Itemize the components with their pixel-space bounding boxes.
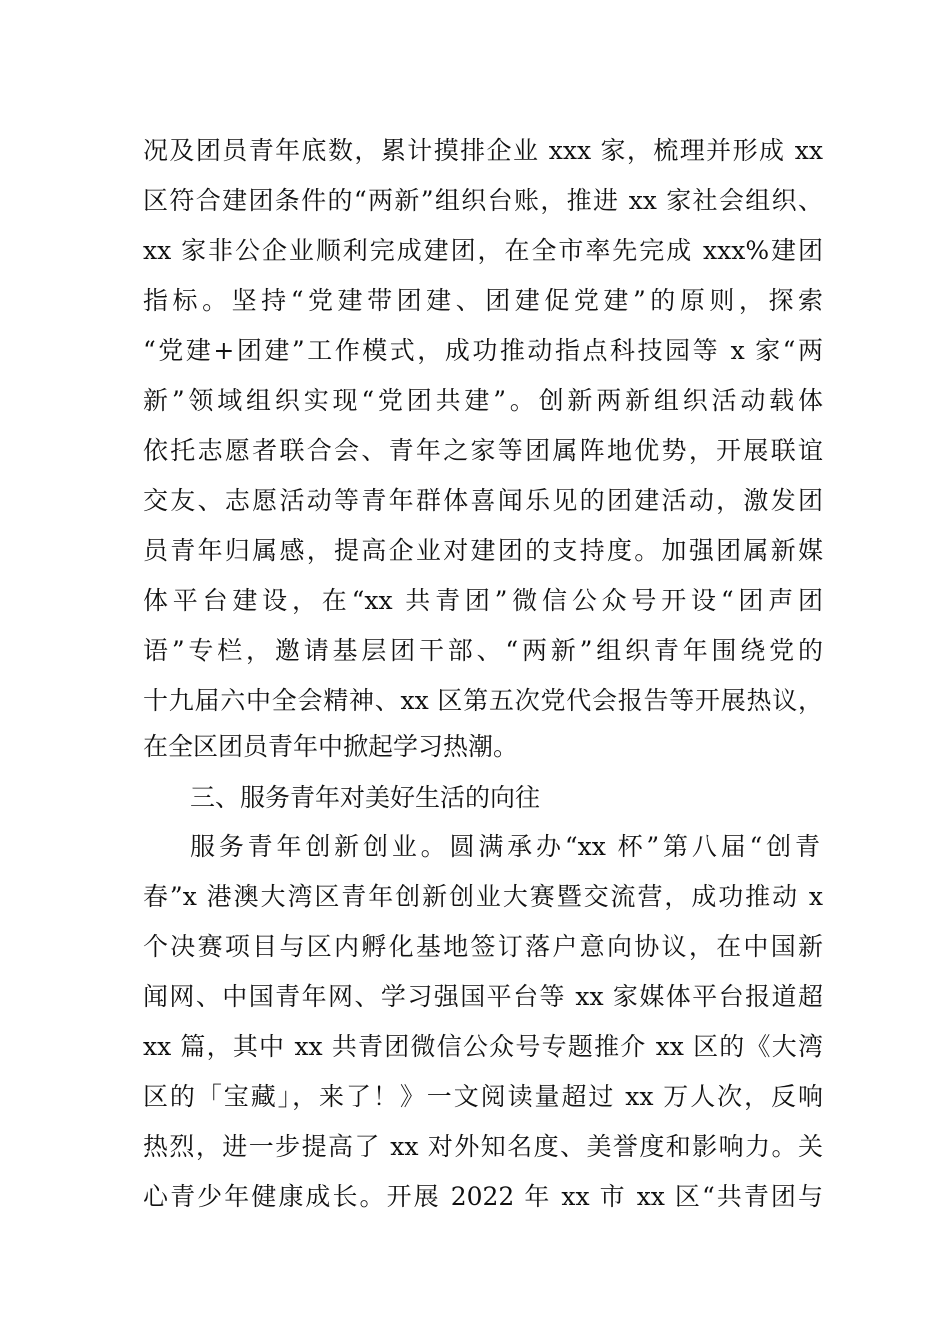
body-line: xx 篇，其中 xx 共青团微信公众号专题推介 xx 区的《大湾: [143, 1032, 823, 1061]
body-line: 服务青年创新创业。圆满承办“xx 杯”第八届“创青: [190, 832, 820, 861]
body-line: 个决赛项目与区内孵化基地签订落户意向协议，在中国新: [143, 932, 823, 961]
body-line: 员青年归属感，提高企业对建团的支持度。加强团属新媒: [143, 536, 823, 565]
body-line: 新”领域组织实现“党团共建”。创新两新组织活动载体: [143, 386, 823, 415]
body-line: 交友、志愿活动等青年群体喜闻乐见的团建活动，激发团: [143, 486, 823, 515]
body-line: 依托志愿者联合会、青年之家等团属阵地优势，开展联谊: [143, 436, 823, 465]
body-line: 区的「宝藏」，来了！》一文阅读量超过 xx 万人次，反响: [143, 1082, 823, 1111]
body-line: 语”专栏，邀请基层团干部、“两新”组织青年围绕党的: [143, 636, 823, 665]
body-line: xx 家非公企业顺利完成建团，在全市率先完成 xxx%建团: [143, 236, 823, 265]
body-line: 况及团员青年底数，累计摸排企业 xxx 家，梳理并形成 xx: [143, 136, 823, 165]
body-line: 体平台建设，在“xx 共青团”微信公众号开设“团声团: [143, 586, 823, 615]
body-line: 热烈，进一步提高了 xx 对外知名度、美誉度和影响力。关: [143, 1132, 823, 1161]
body-line: 闻网、中国青年网、学习强国平台等 xx 家媒体平台报道超: [143, 982, 823, 1011]
body-line: 指标。坚持“党建带团建、团建促党建”的原则，探索: [143, 286, 823, 315]
section-heading: 三、服务青年对美好生活的向往: [190, 783, 541, 812]
body-line: 在全区团员青年中掀起学习热潮。: [143, 732, 519, 761]
body-line: “党建+团建”工作模式，成功推动指点科技园等 x 家“两: [143, 336, 823, 365]
body-line: 区符合建团条件的“两新”组织台账，推进 xx 家社会组织、: [143, 186, 823, 215]
body-line: 心青少年健康成长。开展 2022 年 xx 市 xx 区“共青团与: [143, 1182, 823, 1211]
body-line: 春”x 港澳大湾区青年创新创业大赛暨交流营，成功推动 x: [143, 882, 823, 911]
body-line: 十九届六中全会精神、xx 区第五次党代会报告等开展热议，: [143, 686, 823, 715]
